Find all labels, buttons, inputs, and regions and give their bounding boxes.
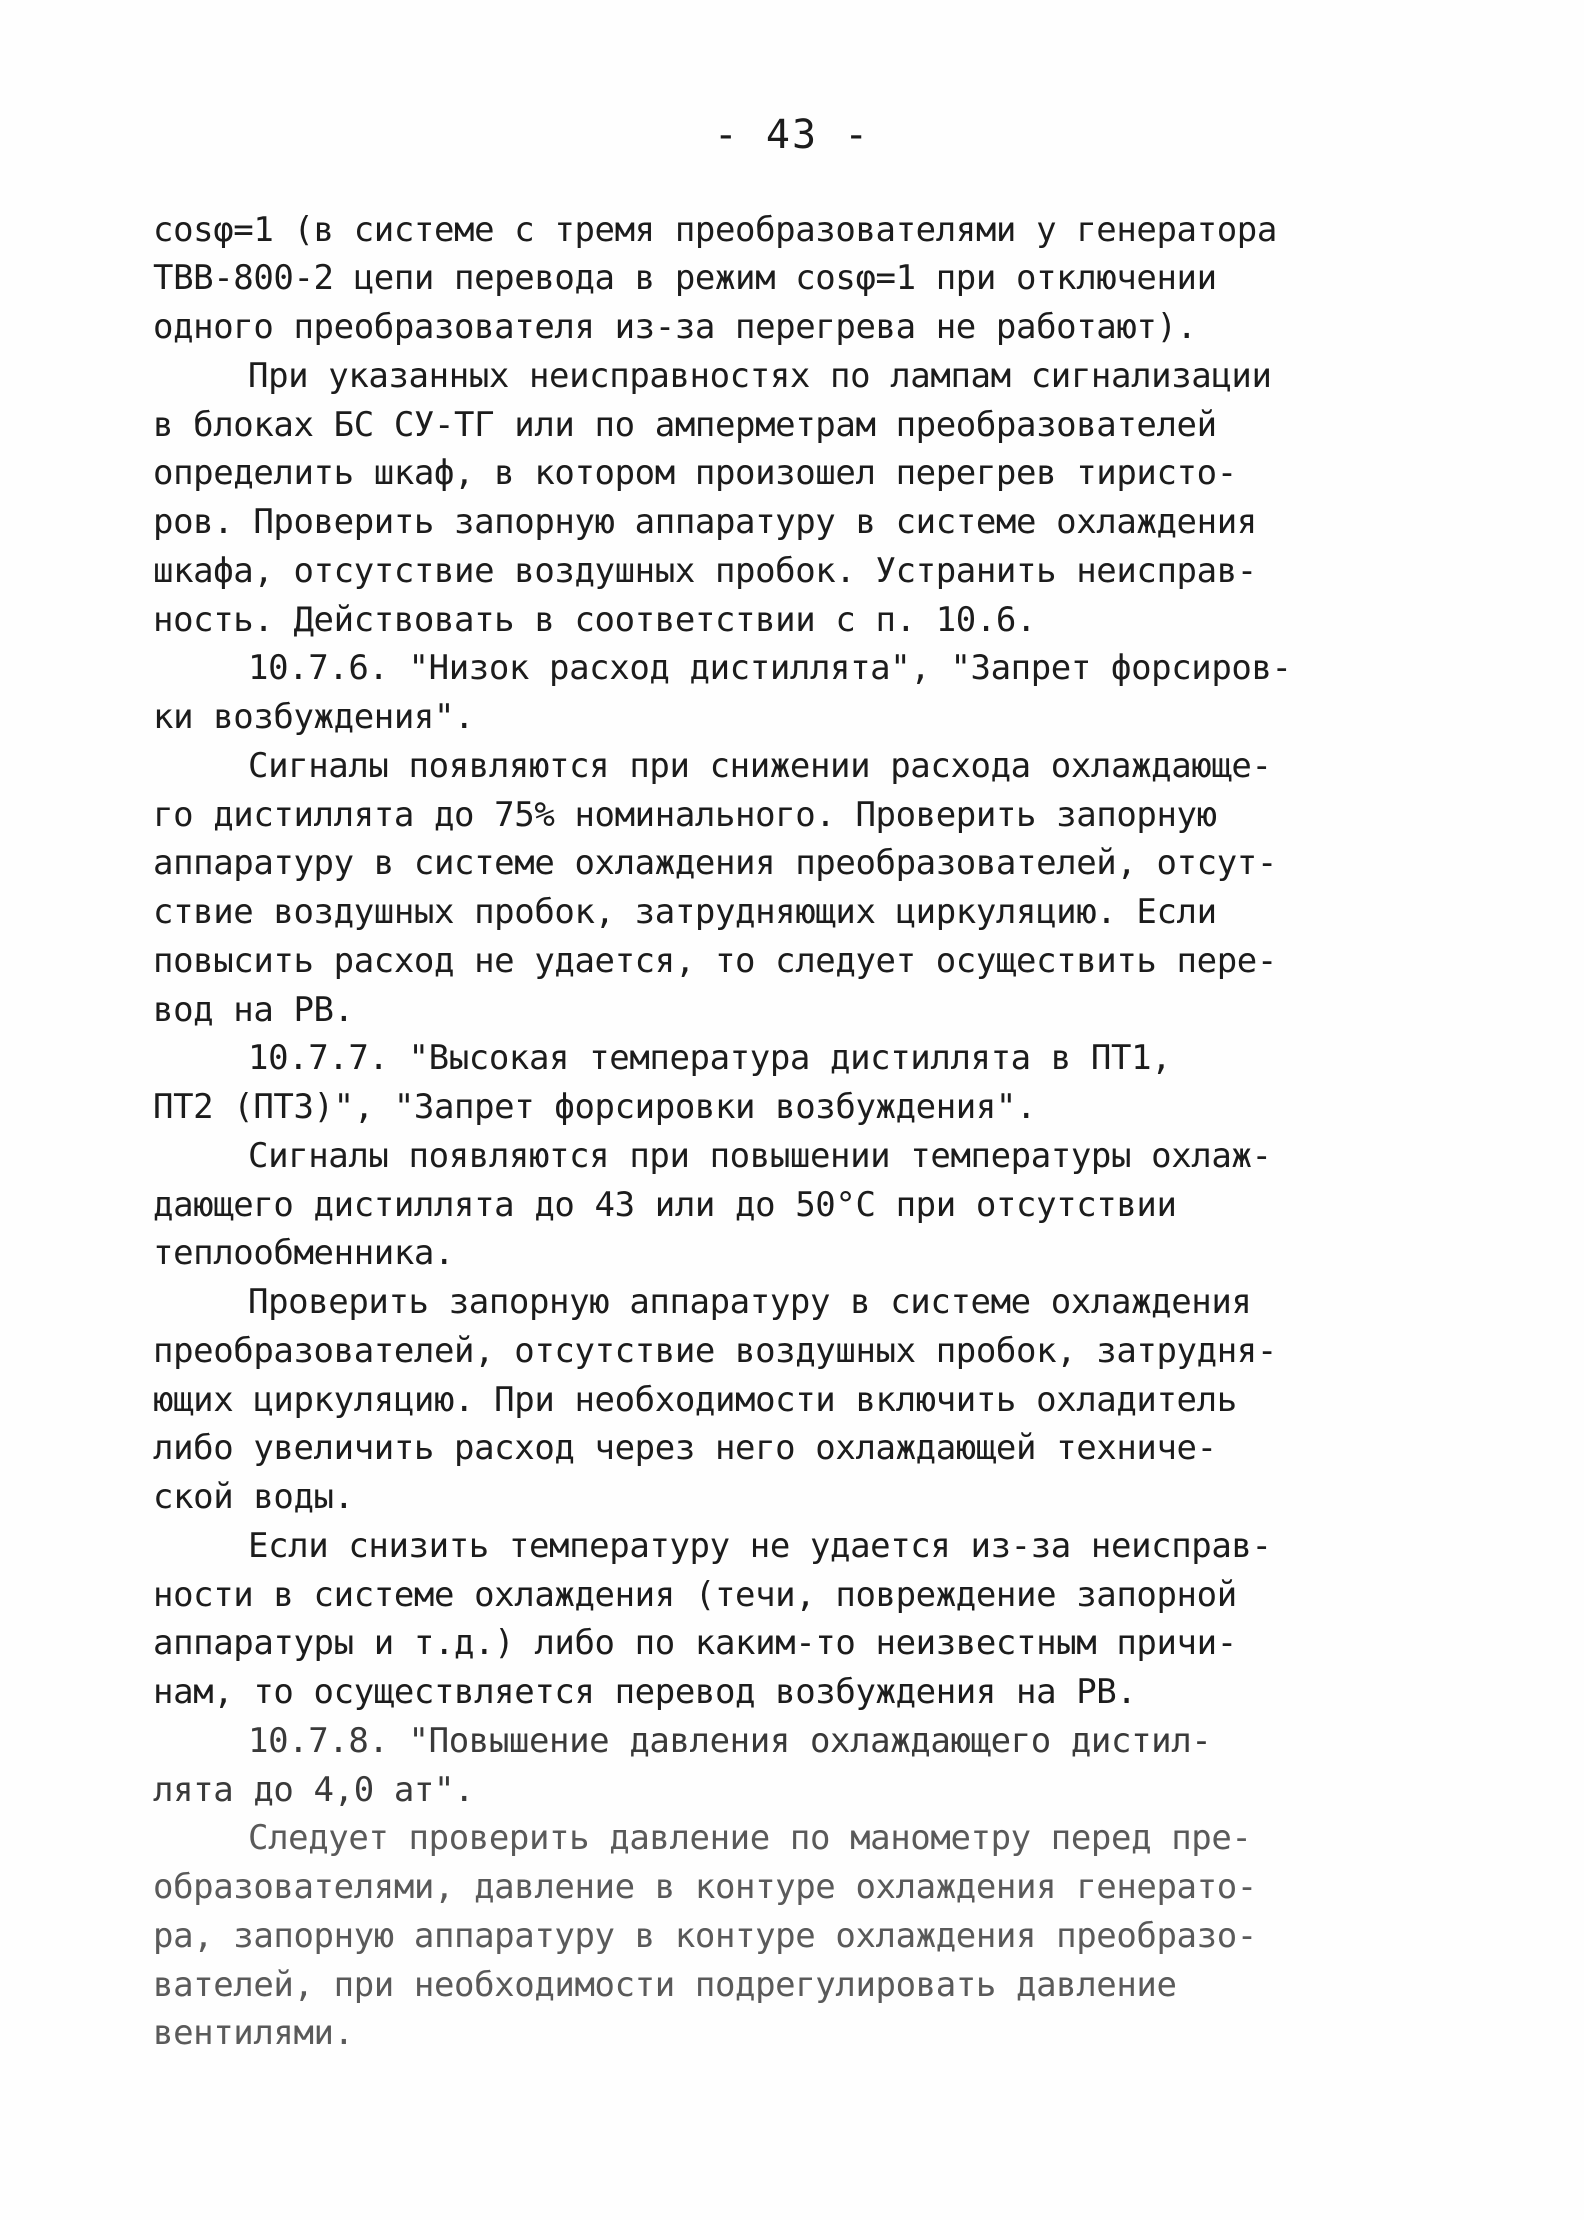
text-line: cosφ=1 (в системе с тремя преобразователями у генератора bbox=[153, 210, 1277, 250]
text-line: ность. Действовать в соответствии с п. 10.6. bbox=[153, 600, 1037, 640]
text-line: При указанных неисправностях по лампам сигнализации bbox=[248, 356, 1272, 396]
text-line: ра, запорную аппаратуру в контуре охлаждения преобразо- bbox=[153, 1916, 1257, 1956]
text-line: ствие воздушных пробок, затрудняющих циркуляцию. Если bbox=[153, 892, 1217, 932]
text-line: го дистиллята до 75% номинального. Проверить запорную bbox=[153, 795, 1217, 835]
page-number: - 43 - bbox=[713, 112, 871, 158]
text-line: определить шкаф, в котором произошел перегрев тиристо- bbox=[153, 453, 1237, 493]
text-line: Проверить запорную аппаратуру в системе охлаждения bbox=[248, 1282, 1252, 1322]
text-line: вателей, при необходимости подрегулировать давление bbox=[153, 1965, 1177, 2005]
text-line: повысить расход не удается, то следует осуществить пере- bbox=[153, 941, 1277, 981]
text-line: Если снизить температуру не удается из-за неисправ- bbox=[248, 1526, 1272, 1566]
section-heading: 10.7.6. "Низок расход дистиллята", "Запрет форсиров- bbox=[248, 648, 1292, 688]
text-line: теплообменника. bbox=[153, 1233, 455, 1273]
text-line: Следует проверить давление по манометру перед пре- bbox=[248, 1818, 1252, 1858]
text-line: одного преобразователя из-за перегрева не работают). bbox=[153, 307, 1197, 347]
text-line: шкафа, отсутствие воздушных пробок. Устранить неисправ- bbox=[153, 551, 1257, 591]
text-line: образователями, давление в контуре охлаждения генерато- bbox=[153, 1867, 1257, 1907]
text-line: вентилями. bbox=[153, 2013, 354, 2053]
section-heading: ПТ2 (ПТ3)", "Запрет форсировки возбуждения". bbox=[153, 1087, 1037, 1127]
section-heading: 10.7.8. "Повышение давления охлаждающего дистил- bbox=[248, 1721, 1212, 1761]
text-line: ской воды. bbox=[153, 1477, 354, 1517]
text-line: ющих циркуляцию. При необходимости включить охладитель bbox=[153, 1380, 1237, 1420]
text-line: ности в системе охлаждения (течи, повреждение запорной bbox=[153, 1575, 1237, 1615]
section-heading: 10.7.7. "Высокая температура дистиллята в ПТ1, bbox=[248, 1038, 1172, 1078]
text-line: ТВВ-800-2 цепи перевода в режим cosφ=1 при отключении bbox=[153, 258, 1217, 298]
text-line: нам, то осуществляется перевод возбуждения на РВ. bbox=[153, 1672, 1137, 1712]
section-heading: лята до 4,0 ат". bbox=[153, 1770, 475, 1810]
text-line: аппаратуры и т.д.) либо по каким-то неизвестным причи- bbox=[153, 1623, 1237, 1663]
text-line: преобразователей, отсутствие воздушных пробок, затрудня- bbox=[153, 1331, 1277, 1371]
text-line: либо увеличить расход через него охлаждающей техниче- bbox=[153, 1428, 1217, 1468]
text-line: аппаратуру в системе охлаждения преобразователей, отсут- bbox=[153, 843, 1277, 883]
text-line: Сигналы появляются при снижении расхода охлаждающе- bbox=[248, 746, 1272, 786]
text-line: ров. Проверить запорную аппаратуру в системе охлаждения bbox=[153, 502, 1257, 542]
text-line: Сигналы появляются при повышении температуры охлаж- bbox=[248, 1136, 1272, 1176]
section-heading: ки возбуждения". bbox=[153, 697, 475, 737]
text-line: дающего дистиллята до 43 или до 50°С при отсутствии bbox=[153, 1185, 1177, 1225]
text-line: вод на РВ. bbox=[153, 990, 354, 1030]
text-line: в блоках БС СУ-ТГ или по амперметрам преобразователей bbox=[153, 405, 1217, 445]
